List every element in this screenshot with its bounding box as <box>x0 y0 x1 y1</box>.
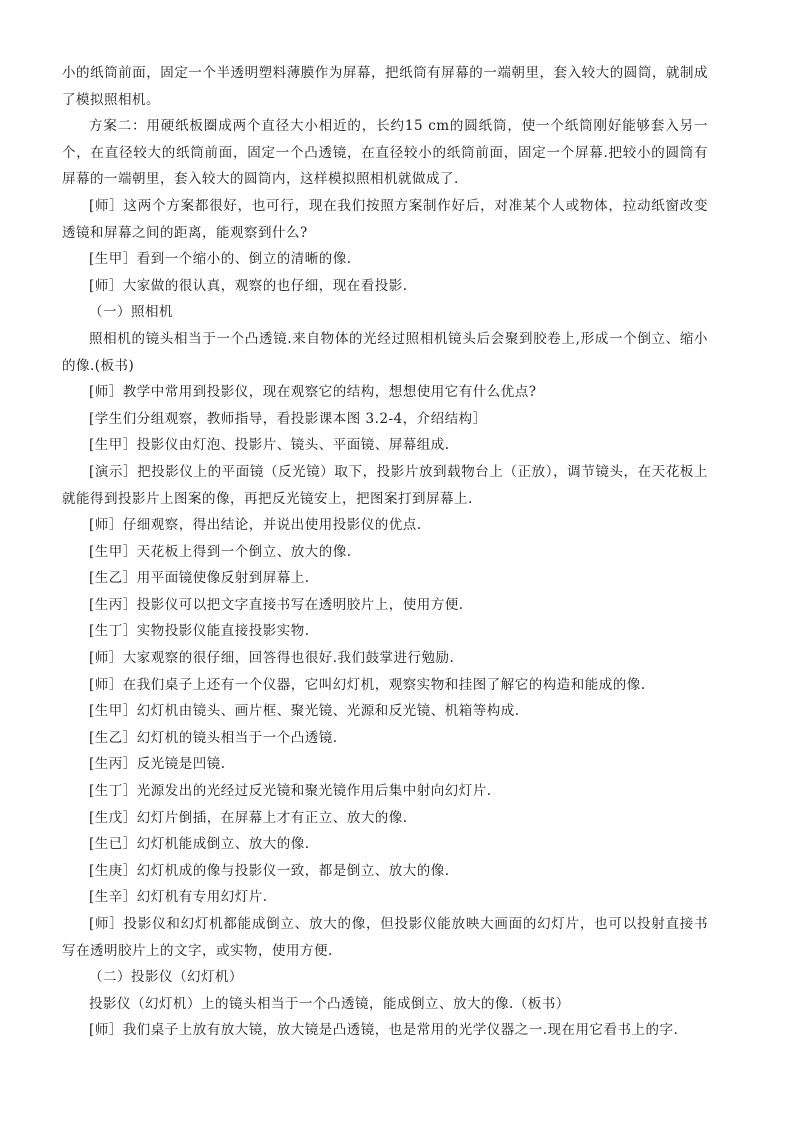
paragraph: 投影仪（幻灯机）上的镜头相当于一个凸透镜，能成倒立、放大的像.（板书） <box>89 995 570 1012</box>
paragraph: [生乙］幻灯机的镜头相当于一个凸透镜. <box>89 729 338 746</box>
paragraph: [师］投影仪和幻灯机都能成倒立、放大的像，但投影仪能放映大画面的幻灯片，也可以投射直接书写在透明胶片上的文字，或实物，使用方便. <box>62 916 708 959</box>
paragraph: [生戊］幻灯片倒插，在屏幕上才有正立、放大的像. <box>89 809 408 826</box>
paragraph: [生丁］光源发出的光经过反光镜和聚光镜作用后集中射向幻灯片. <box>89 783 492 800</box>
paragraph: [师］这两个方案都很好，也可行，现在我们按照方案制作好后，对准某个人或物体，拉动纸窗改变透镜和屏幕之间的距离，能观察到什么? <box>62 197 708 241</box>
paragraph: [生辛］幻灯机有专用幻灯片. <box>89 889 268 906</box>
section-heading: （二）投影仪（幻灯机） <box>89 969 243 986</box>
paragraph: 方案二：用硬纸板圈成两个直径大小相近的，长约15 cm的圆纸筒，使一个纸筒刚好能够套入另一个，在直径较大的纸筒前面，固定一个凸透镜，在直径较小的纸筒前面，固定一个屏幕.把较小的圆筒有屏幕的一端朝里，套入较大的圆筒内，这样模拟照相机就做成了. <box>62 118 708 188</box>
paragraph: [生丁］实物投影仪能直接投影实物. <box>89 623 310 640</box>
paragraph: [学生们分组观察，教师指导，看投影课本图 3.2-4，介绍结构］ <box>89 410 487 427</box>
paragraph: [生丙］投影仪可以把文字直接书写在透明胶片上，使用方便. <box>89 596 464 613</box>
paragraph: [生甲］幻灯机由镜头、画片框、聚光镜、光源和反光镜、机箱等构成. <box>89 703 520 720</box>
paragraph: [生甲］看到一个缩小的、倒立的清晰的像. <box>89 251 352 268</box>
paragraph: [师］大家观察的很仔细，回答得也很好.我们鼓掌进行勉励. <box>89 650 455 667</box>
paragraph: [生甲］投影仪由灯泡、投影片、镜头、平面镜、屏幕组成. <box>89 437 450 454</box>
paragraph: 小的纸筒前面，固定一个半透明塑料薄膜作为屏幕，把纸筒有屏幕的一端朝里，套入较大的圆筒，就制成了模拟照相机。 <box>62 65 708 108</box>
paragraph: [师］在我们桌子上还有一个仪器，它叫幻灯机，观察实物和挂图了解它的构造和能成的像. <box>89 676 646 693</box>
paragraph: 照相机的镜头相当于一个凸透镜.来自物体的光经过照相机镜头后会聚到胶卷上,形成一个倒立、缩小的像.(板书) <box>62 330 708 374</box>
paragraph: [生庚］幻灯机成的像与投影仪一致，都是倒立、放大的像. <box>89 862 450 879</box>
section-heading: （一）照相机 <box>89 304 173 321</box>
paragraph: [师］仔细观察，得出结论，并说出使用投影仪的优点. <box>89 517 422 534</box>
paragraph: [师］大家做的很认真，观察的也仔细，现在看投影. <box>89 277 408 294</box>
paragraph: [师］教学中常用到投影仪，现在观察它的结构，想想使用它有什么优点? <box>89 384 537 401</box>
paragraph: [生已］幻灯机能成倒立、放大的像. <box>89 836 310 853</box>
paragraph: [生乙］用平面镜使像反射到屏幕上. <box>89 570 310 587</box>
paragraph: [生丙］反光镜是凹镜. <box>89 756 226 773</box>
paragraph: [生甲］天花板上得到一个倒立、放大的像. <box>89 543 352 560</box>
paragraph: [师］我们桌子上放有放大镜，放大镜是凸透镜，也是常用的光学仪器之一.现在用它看书上的字. <box>89 1022 679 1039</box>
paragraph: [演示］把投影仪上的平面镜（反光镜）取下，投影片放到载物台上（正放），调节镜头，在天花板上就能得到投影片上图案的像，再把反光镜安上，把图案打到屏幕上. <box>62 463 708 507</box>
